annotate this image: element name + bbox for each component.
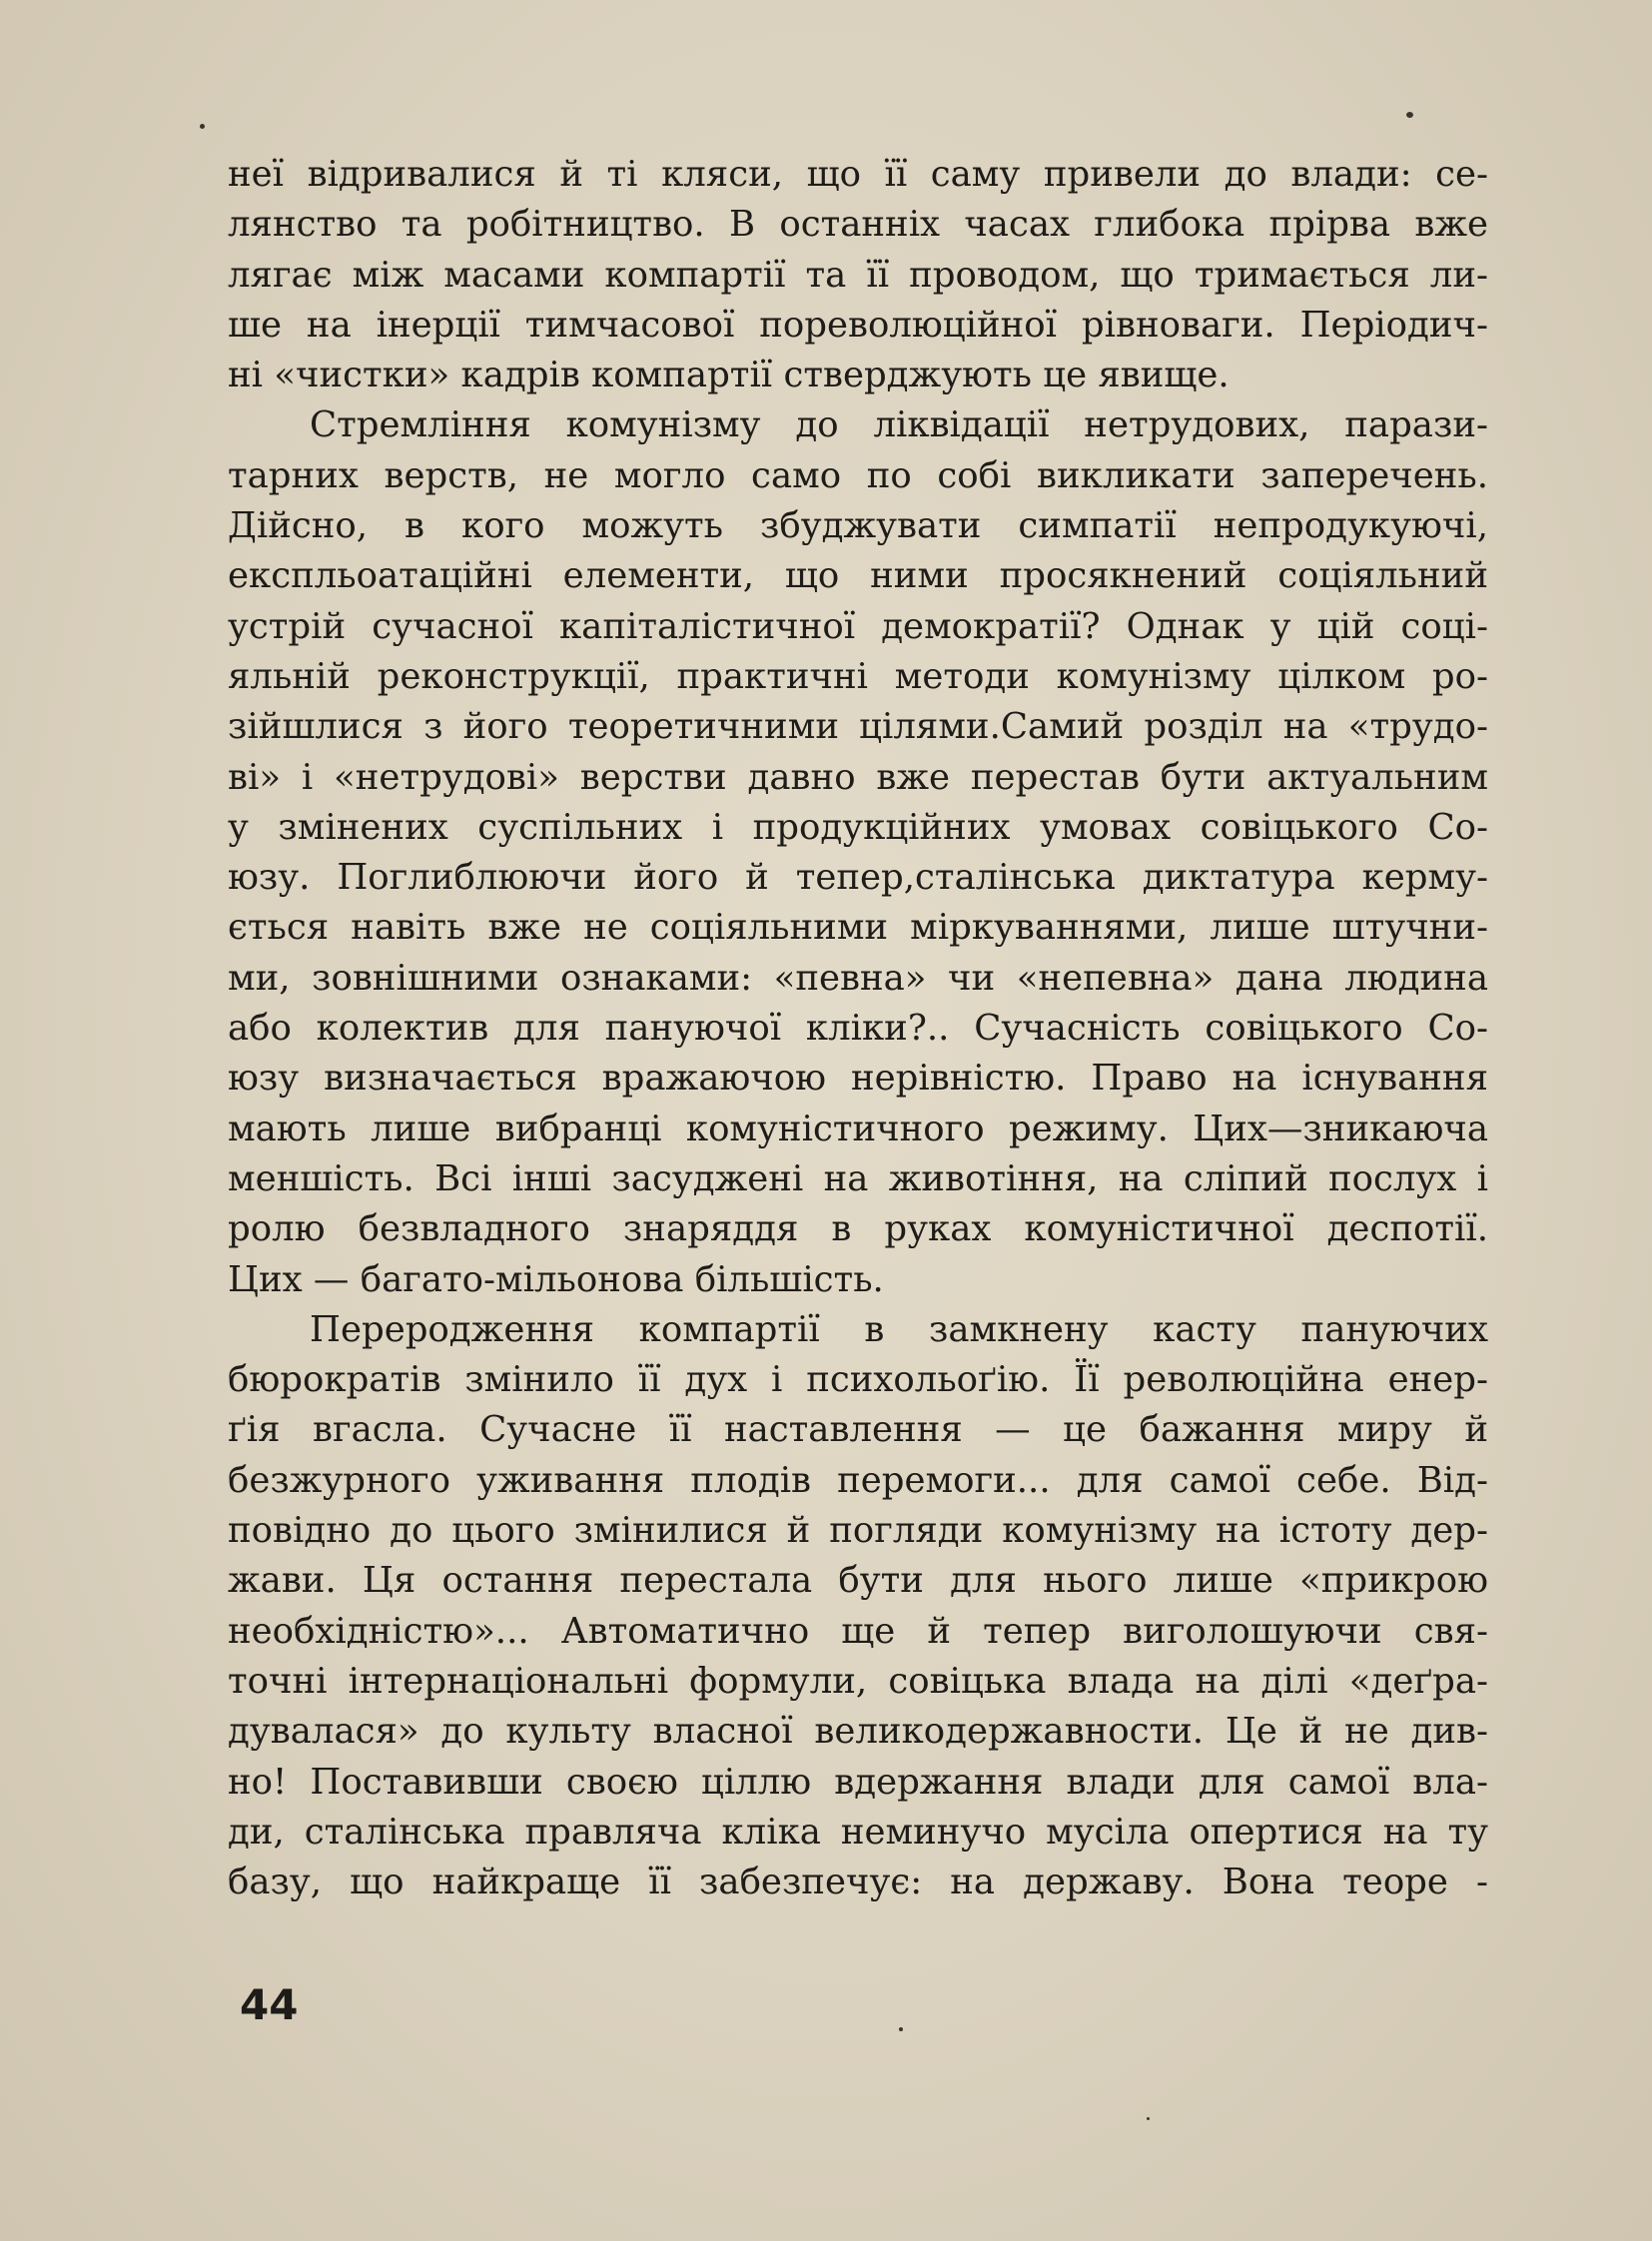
text-line: у змінених суспільних і продукційних умовах совіцького Со-	[228, 806, 1488, 848]
text-line: но! Поставивши своєю ціллю вдержання влади для самої вла-	[228, 1761, 1488, 1803]
text-line: безжурного уживання плодів перемоги... для самої себе. Від-	[228, 1459, 1488, 1501]
text-line: повідно до цього змінилися й погляди комунізму на істоту дер-	[228, 1510, 1488, 1552]
text-line: неї відривалися й ті кляси, що її саму привели до влади: се-	[228, 154, 1488, 195]
print-speck	[1147, 2117, 1150, 2120]
print-speck	[899, 2027, 903, 2031]
text-line: точні інтернаціональні формули, совіцька влада на ділі «деґра-	[228, 1660, 1488, 1702]
text-line: зійшлися з його теоретичними цілями.Самий розділ на «трудо-	[228, 706, 1488, 748]
print-speck	[200, 124, 205, 129]
text-line: дувалася» до культу власної великодержавности. Це й не див-	[228, 1711, 1488, 1753]
text-line: жави. Ця остання перестала бути для нього лише «прикрою	[228, 1560, 1488, 1602]
text-line: мають лише вибранці комуністичного режиму. Цих—зникаюча	[228, 1108, 1488, 1149]
text-line: Цих — багато-мільонова більшість.	[228, 1258, 884, 1300]
text-line: меншість. Всі інші засуджені на животіння, на сліпий послух і	[228, 1157, 1488, 1199]
text-line: юзу. Поглиблюючи його й тепер,сталінська диктатура керму-	[228, 857, 1488, 899]
text-line: необхідністю»... Автоматично ще й тепер виголошуючи свя-	[228, 1610, 1488, 1652]
text-line: тарних верств, не могло само по собі викликати заперечень.	[228, 454, 1488, 496]
text-line: лянство та робітництво. В останніх часах глибока прірва вже	[228, 204, 1488, 246]
page-number: 44	[240, 1980, 299, 2029]
text-line: ні «чистки» кадрів компартії стверджують це явище.	[228, 355, 1230, 396]
text-line: експльоатаційні елементи, що ними просякнений соціяльний	[228, 555, 1488, 597]
text-line: Переродження компартії в замкнену касту пануючих	[310, 1308, 1488, 1350]
text-line: ролю безвладного знаряддя в руках комуністичної деспотії.	[228, 1208, 1488, 1250]
text-line: ґія вгасла. Сучасне її наставлення — це бажання миру й	[228, 1409, 1488, 1451]
text-line: ди, сталінська правляча кліка неминучо мусіла опертися на ту	[228, 1811, 1488, 1853]
body-text	[228, 150, 1488, 1907]
text-line: або колектив для пануючої кліки?.. Сучасність совіцького Со-	[228, 1008, 1488, 1050]
text-line: юзу визначається вражаючою нерівністю. Право на існування	[228, 1058, 1488, 1100]
text-line: устрій сучасної капіталістичної демократії? Однак у цій соці-	[228, 605, 1488, 647]
print-speck	[1406, 112, 1413, 118]
text-line: базу, що найкраще її забезпечує: на державу. Вона теоре -	[228, 1862, 1488, 1903]
text-line: ється навіть вже не соціяльними міркуваннями, лише штучни-	[228, 907, 1488, 949]
text-line: ві» і «нетрудові» верстви давно вже перестав бути актуальним	[228, 756, 1488, 798]
text-line: Дійсно, в кого можуть збуджувати симпатії непродукуючі,	[228, 505, 1488, 547]
text-line: ше на інерції тимчасової пореволюційної рівноваги. Періодич-	[228, 304, 1488, 346]
text-line: лягає між масами компартії та її проводом, що тримається ли-	[228, 254, 1488, 296]
text-line: ми, зовнішними ознаками: «певна» чи «непевна» дана людина	[228, 957, 1488, 999]
text-line: яльній реконструкції, практичні методи комунізму цілком ро-	[228, 655, 1488, 697]
text-line: бюрократів змінило її дух і психольоґію. Її революційна енер-	[228, 1359, 1488, 1401]
text-line: Стремління комунізму до ліквідації нетрудових, парази-	[310, 404, 1488, 446]
